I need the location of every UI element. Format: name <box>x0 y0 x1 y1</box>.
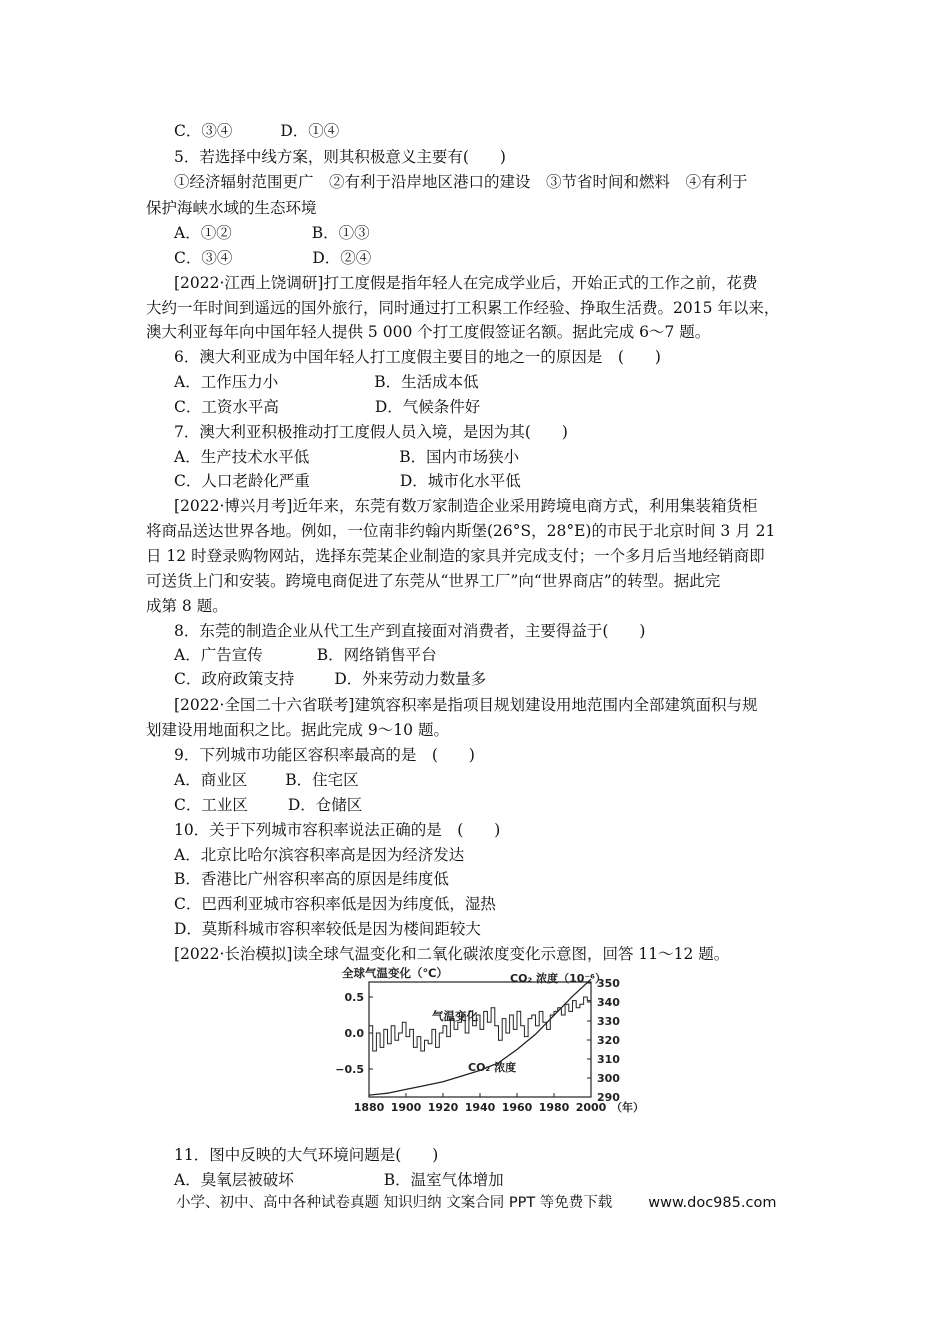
y-right-tick-label: 340 <box>597 996 620 1009</box>
option-a: A．工作压力小 <box>174 373 279 391</box>
text-line: 5．若选择中线方案，则其积极意义主要有( ) <box>174 148 506 166</box>
option-a: A．商业区 <box>174 771 248 789</box>
option-b: D．②④ <box>312 249 372 267</box>
text-line: 10．关于下列城市容积率说法正确的是 ( ) <box>174 821 501 839</box>
option-b: D．①④ <box>280 122 340 140</box>
option-a: C．工资水平高 <box>174 398 279 416</box>
footer-url[interactable]: www.doc985.com <box>648 1195 777 1211</box>
option-b: D．气候条件好 <box>374 398 481 416</box>
co2-series-line <box>369 979 591 1095</box>
y-right-tick-label: 290 <box>597 1091 620 1104</box>
y-left-tick-label: −0.5 <box>335 1063 364 1076</box>
option-b: D．外来劳动力数量多 <box>334 670 487 688</box>
text-line: ①经济辐射范围更广 ②有利于沿岸地区港口的建设 ③节省时间和燃料 ④有利于 <box>174 173 748 191</box>
option-a: A．生产技术水平低 <box>174 448 310 466</box>
y-left-tick-label: 0.5 <box>344 991 364 1004</box>
text-line: 11．图中反映的大气环境问题是( ) <box>174 1146 439 1164</box>
text-line: C．巴西利亚城市容积率低是因为纬度低，湿热 <box>174 895 496 913</box>
y-left-tick-label: 0.0 <box>344 1027 364 1040</box>
text-line: 日 12 时登录购物网站，选择东莞某企业制造的家具并完成支付；一个多月后当地经销商即 <box>146 547 765 565</box>
text-line: 7．澳大利亚积极推动打工度假人员入境，是因为其( ) <box>174 423 568 441</box>
text-line: 成第 8 题。 <box>146 597 228 615</box>
text-line: A．北京比哈尔滨容积率高是因为经济发达 <box>174 846 465 864</box>
text-line: 澳大利亚每年向中国年轻人提供 5 000 个打工度假签证名额。据此完成 6～7 题。 <box>146 323 711 341</box>
option-b: D．仓储区 <box>287 796 363 814</box>
text-line: 划建设用地面积之比。据此完成 9～10 题。 <box>146 721 449 739</box>
option-b: B．①③ <box>311 224 370 242</box>
option-a: C．③④ <box>174 122 233 140</box>
text-line: 保护海峡水域的生态环境 <box>146 199 317 217</box>
y-right-tick-label: 300 <box>597 1072 620 1085</box>
temperature-series-label: 气温变化 <box>432 1009 478 1023</box>
x-unit-label: （年） <box>611 1101 644 1114</box>
text-line: 大约一年时间到遥远的国外旅行，同时通过打工积累工作经验、挣取生活费。2015 年以来， <box>146 299 780 317</box>
option-a: A．①② <box>174 224 232 242</box>
option-a: C．工业区 <box>174 796 248 814</box>
y-right-tick-label: 320 <box>597 1034 620 1047</box>
x-tick-label: 1940 <box>464 1101 496 1114</box>
option-a: C．人口老龄化严重 <box>174 472 310 490</box>
y-right-tick-label: 350 <box>597 977 620 990</box>
y-right-tick-label: 310 <box>597 1053 620 1066</box>
x-tick-label: 1920 <box>427 1101 459 1114</box>
x-tick-label: 1900 <box>390 1101 422 1114</box>
option-b: B．网络销售平台 <box>316 646 437 664</box>
text-line: [2022·江西上饶调研]打工度假是指年轻人在完成学业后，开始正式的工作之前，花费 <box>174 274 758 292</box>
text-line: [2022·博兴月考]近年来，东莞有数万家制造企业采用跨境电商方式，利用集装箱货柜 <box>174 497 758 515</box>
y-right-tick-label: 330 <box>597 1015 620 1028</box>
text-line: 8．东莞的制造企业从代工生产到直接面对消费者，主要得益于( ) <box>174 622 646 640</box>
text-line: 将商品送达世界各地。例如，一位南非约翰内斯堡(26°S，28°E)的市民于北京时间 3 月 21 <box>146 522 776 540</box>
option-b: B．住宅区 <box>285 771 359 789</box>
footer-text: 小学、初中、高中各种试卷真题 知识归纳 文案合同 PPT 等免费下载 <box>176 1195 613 1211</box>
text-line: D．莫斯科城市容积率较低是因为楼间距较大 <box>174 920 481 938</box>
option-b: D．城市化水平低 <box>399 472 521 490</box>
option-a: A．臭氧层被破坏 <box>174 1171 294 1189</box>
right-axis-title: CO₂ 浓度（10⁻⁶） <box>510 972 607 985</box>
footer <box>176 1191 776 1212</box>
plot-frame <box>369 982 591 1097</box>
x-tick-label: 1880 <box>353 1101 385 1114</box>
option-a: C．③④ <box>174 249 233 267</box>
option-b: B．生活成本低 <box>374 373 479 391</box>
text-line: [2022·长治模拟]读全球气温变化和二氧化碳浓度变化示意图，回答 11～12 题。 <box>174 945 730 963</box>
text-line: 9．下列城市功能区容积率最高的是 ( ) <box>174 746 475 764</box>
x-tick-label: 1960 <box>501 1101 533 1114</box>
temperature-series-line <box>369 993 591 1051</box>
text-line: 6．澳大利亚成为中国年轻人打工度假主要目的地之一的原因是 ( ) <box>174 348 661 366</box>
option-a: A．广告宣传 <box>174 646 263 664</box>
left-axis-title: 全球气温变化（℃） <box>342 966 448 980</box>
option-b: B．国内市场狭小 <box>399 448 520 466</box>
text-line: B．香港比广州容积率高的原因是纬度低 <box>174 870 449 888</box>
x-tick-label: 1980 <box>538 1101 570 1114</box>
option-a: C．政府政策支持 <box>174 670 295 688</box>
text-line: [2022·全国二十六省联考]建筑容积率是指项目规划建设用地范围内全部建筑面积与规 <box>174 696 758 714</box>
text-line: 可送货上门和安装。跨境电商促进了东莞从“世界工厂”向“世界商店”的转型。据此完 <box>146 572 721 590</box>
x-tick-label: 2000 <box>575 1101 607 1114</box>
option-b: B．温室气体增加 <box>383 1171 504 1189</box>
co2-series-label: CO₂ 浓度 <box>468 1061 517 1074</box>
